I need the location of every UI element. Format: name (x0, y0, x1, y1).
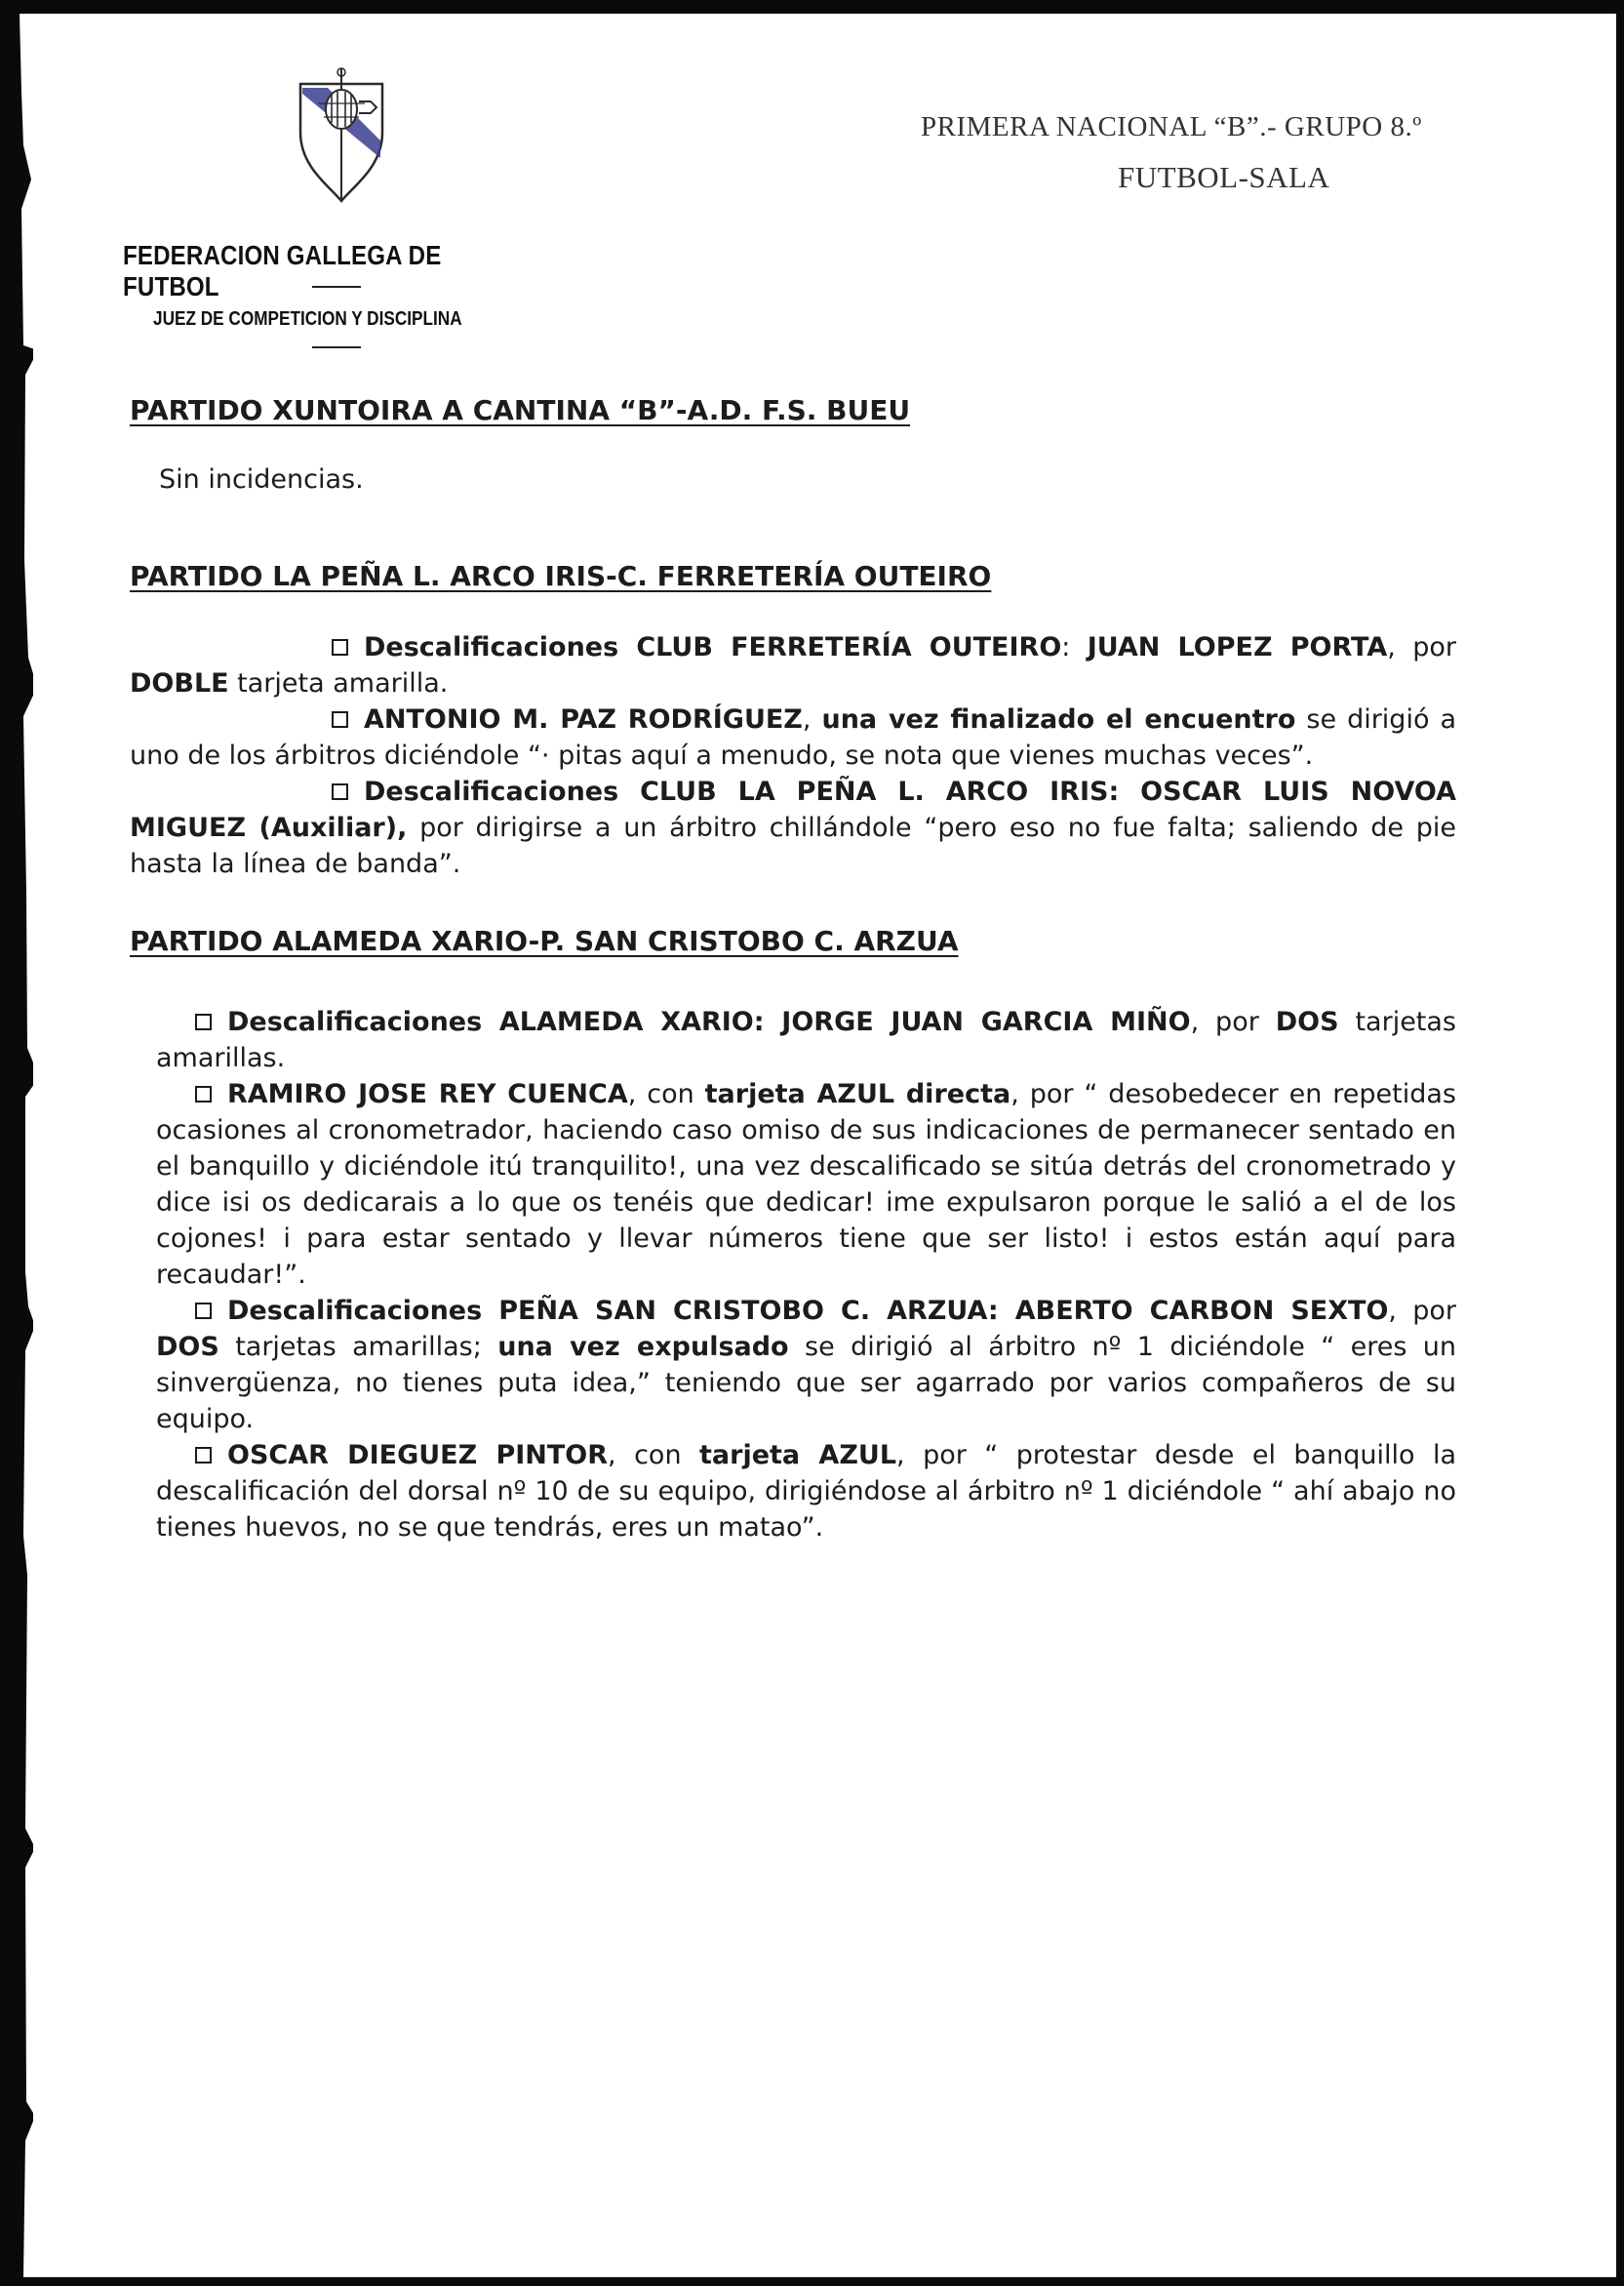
checkbox-bullet-icon (195, 1086, 212, 1103)
checkbox-bullet-icon (332, 783, 348, 800)
department-name: JUEZ DE COMPETICION Y DISCIPLINA (153, 308, 462, 330)
sanction-item: Descalificaciones CLUB LA PEÑA L. ARCO IRIS: OSCAR LUIS NOVOA MIGUEZ (Auxiliar), por dirigirse a un árbitro chillándole “pero eso no fue falta; saliendo de pie hasta la línea de banda”. (130, 777, 1457, 879)
match-heading: PARTIDO XUNTOIRA A CANTINA “B”-A.D. F.S. BUEU (130, 394, 911, 426)
sanctions-list (130, 629, 1456, 882)
checkbox-bullet-icon (195, 1447, 212, 1464)
document-page (14, 14, 1616, 2277)
match-note: Sin incidencias. (159, 464, 364, 495)
sanction-item: ANTONIO M. PAZ RODRÍGUEZ, una vez finalizado el encuentro se dirigió a uno de los árbitros diciéndole “· pitas aquí a menudo, se nota que vienes muchas veces”. (130, 704, 1457, 771)
organization-name: FEDERACION GALLEGA DE FUTBOL (123, 240, 442, 301)
sanction-item: RAMIRO JOSE REY CUENCA, con tarjeta AZUL directa, por “ desobedecer en repetidas ocasiones al cronometrador, haciendo caso omiso de sus indicaciones de permanecer sentado en el banquillo y diciéndole itú tranquilito!, una vez descalificado se sitúa detrás del cronometrado y dice isi os dedicarais a lo que os tenéis que dedicar! ime expulsaron porque le salió a el de los cojones! i para estar sentado y llevar números tiene que ser listo! i estos están aquí para recaudar!”. (156, 1079, 1456, 1290)
torn-edge (14, 14, 33, 2277)
sanction-item: Descalificaciones CLUB FERRETERÍA OUTEIRO: JUAN LOPEZ PORTA, por DOBLE tarjeta amarilla. (130, 632, 1456, 699)
checkbox-bullet-icon (332, 639, 348, 656)
document-body (130, 392, 1456, 1545)
divider (312, 346, 361, 348)
sanctions-list (156, 1004, 1456, 1545)
federation-crest-logo (295, 64, 388, 207)
checkbox-bullet-icon (195, 1014, 212, 1030)
match-heading: PARTIDO ALAMEDA XARIO-P. SAN CRISTOBO C. ARZUA (130, 925, 959, 957)
match-heading: PARTIDO LA PEÑA L. ARCO IRIS-C. FERRETERÍA OUTEIRO (130, 560, 992, 592)
sport-title: FUTBOL-SALA (1118, 160, 1330, 194)
divider (312, 286, 361, 288)
checkbox-bullet-icon (195, 1303, 212, 1319)
checkbox-bullet-icon (332, 711, 348, 728)
sanction-item: Descalificaciones PEÑA SAN CRISTOBO C. ARZUA: ABERTO CARBON SEXTO, por DOS tarjetas amarillas; una vez expulsado se dirigió al árbitro nº 1 diciéndole “ eres un sinvergüenza, no tienes puta idea,” teniendo que ser agarrado por varios compañeros de su equipo. (156, 1296, 1456, 1434)
sanction-item: Descalificaciones ALAMEDA XARIO: JORGE JUAN GARCIA MIÑO, por DOS tarjetas amarillas. (156, 1007, 1456, 1073)
sanction-item: OSCAR DIEGUEZ PINTOR, con tarjeta AZUL, por “ protestar desde el banquillo la descalificación del dorsal nº 10 de su equipo, dirigiéndose al árbitro nº 1 diciéndole “ ahí abajo no tienes huevos, no se que tendrás, eres un matao”. (156, 1440, 1456, 1543)
league-title: PRIMERA NACIONAL “B”.- GRUPO 8.º (921, 111, 1422, 142)
